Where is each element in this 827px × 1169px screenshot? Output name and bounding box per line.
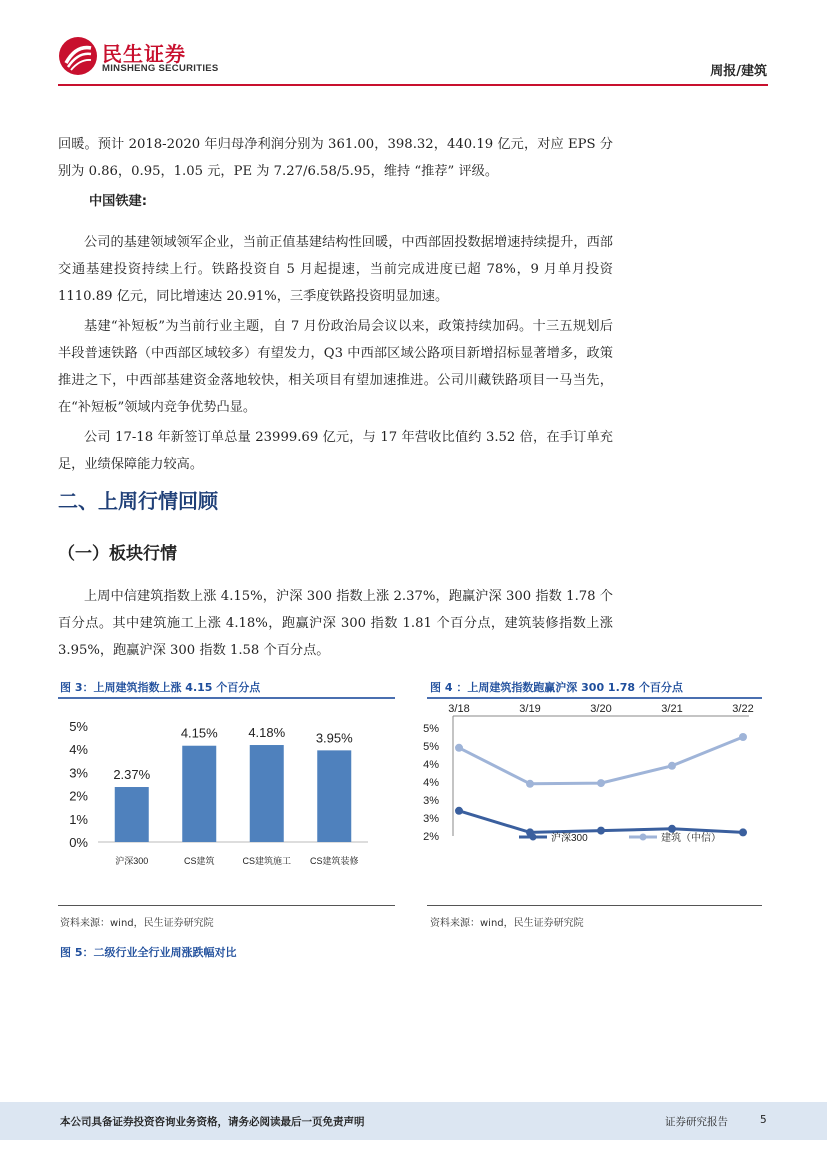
x-tick-label: 3/21 xyxy=(661,703,683,715)
logo-chinese-name: 民生证券 xyxy=(102,42,186,66)
y-tick-label: 4% xyxy=(69,742,88,758)
page-number: 5 xyxy=(760,1114,767,1126)
figure-3-top-rule xyxy=(58,697,395,699)
report-category: 周报/建筑 xyxy=(710,64,767,79)
y-tick-label: 2% xyxy=(69,788,88,804)
y-tick-label: 3% xyxy=(69,765,88,781)
y-tick-label: 5% xyxy=(423,723,439,735)
data-point xyxy=(668,825,676,833)
data-point xyxy=(597,779,605,787)
bar-value-label: 2.37% xyxy=(113,767,151,783)
page-footer xyxy=(0,1102,827,1140)
y-tick-label: 0% xyxy=(69,835,88,850)
page-header xyxy=(0,0,827,88)
data-point xyxy=(526,780,534,788)
bar-value-label: 4.15% xyxy=(180,725,218,741)
x-tick-label: 3/19 xyxy=(519,703,541,715)
figure-4-source: 资料来源：wind，民生证券研究院 xyxy=(430,918,584,929)
data-point xyxy=(668,762,676,770)
data-point xyxy=(597,827,605,835)
figure-4-line-chart xyxy=(423,703,762,900)
x-category-label: 沪深300 xyxy=(115,856,149,866)
logo-english-name: MINSHENG SECURITIES xyxy=(102,63,219,74)
figure-3-bottom-rule xyxy=(58,905,395,906)
bar-value-label: 4.18% xyxy=(248,725,286,741)
series-line xyxy=(459,737,743,784)
figure-3-title: 图 3：上周建筑指数上涨 4.15 个百分点 xyxy=(60,681,261,694)
paragraph-infrastructure-policy: 基建“补短板”为当前行业主题，自 7 月份政治局会议以来，政策持续加码。十三五规划后半段普速铁路（中西部区域较多）有望发力，Q3 中西部区域公路项目新增招标显著增多，政策推进之下，中西部基建资金落地较快，相关项目有望加速推进。公司川藏铁路项目一马当先，在“补短板”领域内竞争优势凸显。 xyxy=(58,319,613,415)
paragraph-forecast: 回暖。预计 2018-2020 年归母净利润分别为 361.00，398.32，440.19 亿元，对应 EPS 分别为 0.86，0.95，1.05 元，PE 为 7.27/6.58/5.95，维持 “推荐” 评级。 xyxy=(58,137,613,179)
figure-3-source: 资料来源：wind，民生证券研究院 xyxy=(60,918,214,929)
footer-report-type: 证券研究报告 xyxy=(665,1116,728,1128)
bar xyxy=(115,787,149,842)
legend-label: 沪深300 xyxy=(551,833,588,844)
y-tick-label: 4% xyxy=(423,777,439,789)
y-tick-label: 1% xyxy=(69,811,88,827)
figure-5-title: 图 5：二级行业全行业周涨跌幅对比 xyxy=(60,946,237,959)
figure-3-bar-chart xyxy=(58,704,395,900)
minsheng-logo-icon xyxy=(58,36,98,76)
subsection-title: （一）板块行情 xyxy=(58,544,177,564)
paragraph-market-review: 上周中信建筑指数上涨 4.15%，沪深 300 指数上涨 2.37%，跑赢沪深 300 指数 1.78 个百分点。其中建筑施工上涨 4.18%，跑赢沪深 300 指数 1.81 个百分点，建筑装修指数上涨 3.95%，跑赢沪深 300 指数 1.58 个百分点。 xyxy=(58,589,613,658)
x-tick-label: 3/20 xyxy=(590,703,612,715)
bar xyxy=(250,745,284,842)
legend-label: 建筑（中信） xyxy=(661,833,721,844)
y-tick-label: 5% xyxy=(69,719,88,734)
paragraph-crcc-overview: 公司的基建领域领军企业，当前正值基建结构性回暖，中西部固投数据增速持续提升，西部交通基建投资持续上行。铁路投资自 5 月起提速，当前完成进度已超 78%，9 月单月投资 1110.89 亿元，同比增速达 20.91%，三季度铁路投资明显加速。 xyxy=(58,235,613,304)
data-point xyxy=(455,744,463,752)
data-point xyxy=(455,807,463,815)
y-tick-label: 2% xyxy=(423,831,439,843)
legend-marker xyxy=(530,834,537,841)
x-tick-label: 3/22 xyxy=(732,703,754,715)
figure-4-title: 图 4 ：上周建筑指数跑赢沪深 300 1.78 个百分点 xyxy=(430,681,683,694)
data-point xyxy=(739,828,747,836)
y-tick-label: 4% xyxy=(423,759,439,771)
x-category-label: CS建筑装修 xyxy=(309,856,359,866)
data-point xyxy=(739,733,747,741)
legend-marker xyxy=(640,834,647,841)
bar-value-label: 3.95% xyxy=(315,730,353,746)
x-category-label: CS建筑 xyxy=(183,856,215,866)
figure-4-top-rule xyxy=(427,697,762,699)
paragraph-orders: 公司 17-18 年新签订单总量 23999.69 亿元，与 17 年营收比值约 3.52 倍，在手订单充足，业绩保障能力较高。 xyxy=(58,430,613,472)
company-logo xyxy=(58,36,218,80)
bar xyxy=(182,746,216,842)
x-tick-label: 3/18 xyxy=(448,703,470,715)
y-tick-label: 3% xyxy=(423,813,439,825)
y-tick-label: 3% xyxy=(423,795,439,807)
company-heading-crcc: 中国铁建: xyxy=(89,194,148,209)
x-category-label: CS建筑施工 xyxy=(242,856,292,866)
section-title: 二、上周行情回顾 xyxy=(58,489,218,513)
footer-disclaimer: 本公司具备证券投资咨询业务资格，请务必阅读最后一页免责声明 xyxy=(60,1116,365,1128)
figure-4-bottom-rule xyxy=(427,905,762,906)
header-divider xyxy=(58,84,768,86)
bar xyxy=(317,750,351,842)
y-tick-label: 5% xyxy=(423,741,439,753)
